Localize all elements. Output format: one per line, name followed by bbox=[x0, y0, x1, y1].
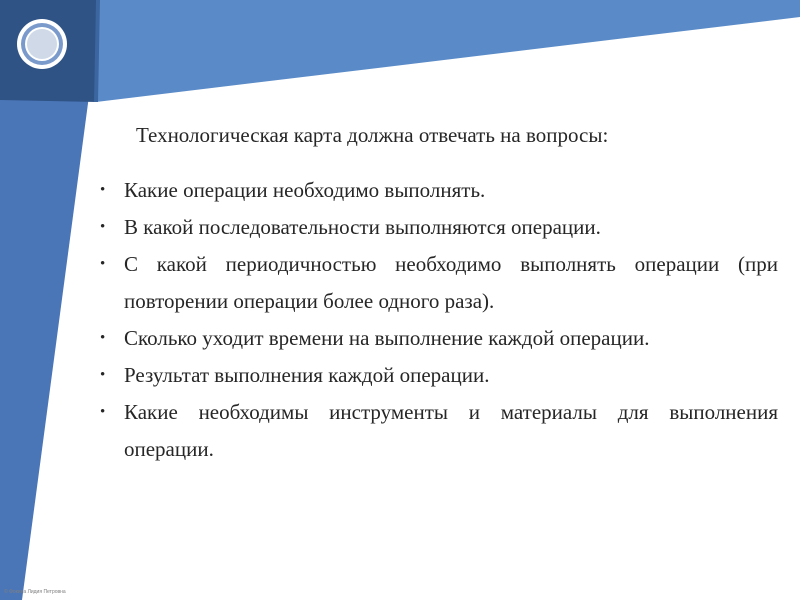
bullet-text: Какие необходимы инструменты и материалы для выполнения операции. bbox=[124, 400, 778, 461]
bullet-text: С какой периодичностью необходимо выполнять операции (при повторении операции более одного раза). bbox=[124, 252, 778, 313]
slide-heading: Технологическая карта должна отвечать на вопросы: bbox=[136, 123, 609, 147]
circle-ring-icon bbox=[15, 17, 69, 71]
bullet-icon: • bbox=[100, 330, 106, 346]
bullet-item bbox=[100, 246, 778, 320]
slide-content bbox=[100, 118, 778, 468]
copyright-note: © Фокина Лидия Петровна bbox=[4, 589, 66, 595]
bullet-icon: • bbox=[100, 256, 106, 272]
bullet-item bbox=[100, 357, 778, 394]
bullet-item bbox=[100, 172, 778, 209]
bullet-icon: • bbox=[100, 219, 106, 235]
bullet-item bbox=[100, 209, 778, 246]
top-right-band bbox=[96, 0, 800, 102]
bullet-icon: • bbox=[100, 367, 106, 383]
bullet-text: Какие операции необходимо выполнять. bbox=[124, 178, 486, 202]
bullet-list bbox=[100, 172, 778, 468]
bullet-text: Результат выполнения каждой операции. bbox=[124, 363, 490, 387]
bullet-text: Сколько уходит времени на выполнение каждой операции. bbox=[124, 326, 650, 350]
bullet-text: В какой последовательности выполняются операции. bbox=[124, 215, 601, 239]
bullet-item bbox=[100, 394, 778, 468]
bullet-icon: • bbox=[100, 404, 106, 420]
bullet-item bbox=[100, 320, 778, 357]
bullet-icon: • bbox=[100, 182, 106, 198]
